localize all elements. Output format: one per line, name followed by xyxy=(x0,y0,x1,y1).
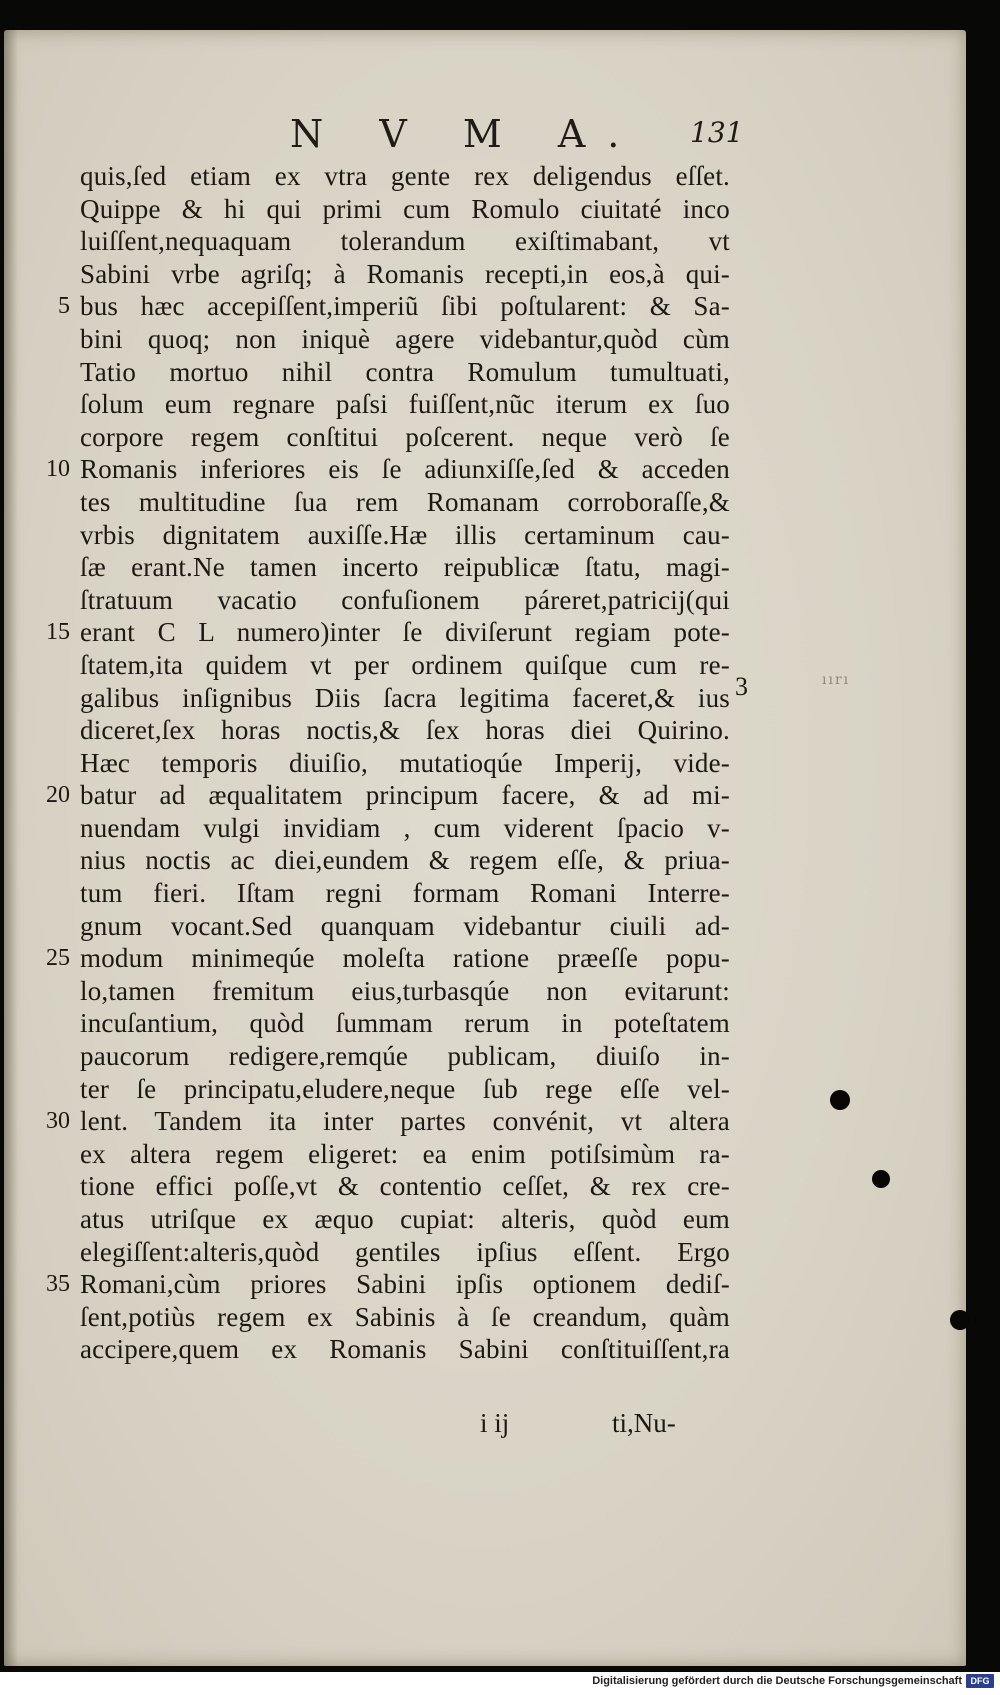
text-line: bini quoq; non iniquè agere videbantur,quòd cùm xyxy=(80,323,730,354)
text-line: batur ad æqualitatem principum facere, & ad mi- xyxy=(80,780,730,811)
text-line: tione effici poſſe,vt & contentio ceſſet, & rex cre- xyxy=(80,1171,730,1202)
text-line: nius noctis ac diei,eundem & regem eſſe, & priua- xyxy=(80,845,730,876)
ink-dot xyxy=(830,1090,850,1110)
text-line: Romani,cùm priores Sabini ipſis optionem dediſ- xyxy=(80,1269,730,1300)
funding-credit: Digitalisierung gefördert durch die Deutsche Forschungsgemeinschaft xyxy=(592,1675,962,1687)
text-line: erant C L numero)inter ſe diviſerunt regiam pote- xyxy=(80,617,730,648)
text-line: ſtratuum vacatio confuſionem páreret,patricij(qui xyxy=(80,584,730,615)
text-line: accipere,quem ex Romanis Sabini conſtituiſſent,ra xyxy=(80,1334,730,1365)
text-line: Tatio mortuo nihil contra Romulum tumultuati, xyxy=(80,356,730,387)
text-line: bus hæc accepiſſent,imperiũ ſibi poſtularent: & Sa- xyxy=(80,291,730,322)
page-footer-catchwords xyxy=(0,1408,1000,1448)
text-line: incuſantium, quòd ſummam rerum in poteſtatem xyxy=(80,1008,730,1039)
ink-dot xyxy=(950,1310,970,1330)
text-line: lo,tamen fremitum eius,turbasqúe non evitarunt: xyxy=(80,975,730,1006)
line-number: 10 xyxy=(46,456,70,483)
text-line: modum minimeqúe moleſta ratione præeſſe popu- xyxy=(80,943,730,974)
text-line: ſtatem,ita quidem vt per ordinem quiſque cum re- xyxy=(80,649,730,680)
text-line: atus utriſque ex æquo cupiat: alteris, quòd eum xyxy=(80,1204,730,1234)
page-number: 131 xyxy=(690,116,744,149)
text-line: tum fieri. Iſtam regni formam Romani Interre- xyxy=(80,878,730,909)
page-header xyxy=(0,92,1000,156)
text-line: luiſſent,nequaquam tolerandum exiſtimabant, vt xyxy=(80,226,730,257)
running-title: N V M A. xyxy=(290,112,642,156)
text-line: Quippe & hi qui primi cum Romulo ciuitaté inco xyxy=(80,193,730,224)
text-line: quis,ſed etiam ex vtra gente rex deligendus eſſet. xyxy=(80,161,730,191)
margin-note: 3 xyxy=(735,672,748,701)
margin-show-through: ıırı xyxy=(822,672,851,688)
text-line: gnum vocant.Sed quanquam videbantur ciuili ad- xyxy=(80,910,730,941)
line-number: 30 xyxy=(46,1108,70,1135)
text-line: corpore regem conſtitui poſcerent. neque verò ſe xyxy=(80,421,730,452)
ink-dot xyxy=(872,1170,890,1188)
text-line: ter ſe principatu,eludere,neque ſub rege eſſe vel- xyxy=(80,1073,730,1104)
text-line: Hæc temporis diuiſio, mutatioqúe Imperij, vide- xyxy=(80,747,730,778)
digitization-footer xyxy=(0,1672,1000,1695)
line-number: 20 xyxy=(46,782,70,809)
text-line: ſæ erant.Ne tamen incerto reipublicæ ſtatu, magi- xyxy=(80,552,730,583)
text-line: diceret,ſex horas noctis,& ſex horas diei Quirino. xyxy=(80,715,730,746)
text-line: tes multitudine ſua rem Romanam corroboraſſe,& xyxy=(80,486,730,517)
text-line: ex altera regem eligeret: ea enim potiſsimùm ra- xyxy=(80,1138,730,1169)
line-number: 5 xyxy=(58,293,70,320)
text-line: ſolum eum regnare paſsi fuiſſent,nũc iterum ex ſuo xyxy=(80,389,730,420)
text-line: nuendam vulgi invidiam , cum viderent ſpacio v- xyxy=(80,812,730,843)
text-line: galibus inſignibus Diis ſacra legitima faceret,& ius xyxy=(80,682,730,713)
line-number: 25 xyxy=(46,945,70,972)
catchword: ti,Nu- xyxy=(612,1408,676,1438)
text-line: Romanis inferiores eis ſe adiunxiſſe,ſed & acceden xyxy=(80,454,730,485)
line-number: 15 xyxy=(46,619,70,646)
dfg-logo: DFG xyxy=(966,1674,994,1688)
text-line: paucorum redigere,remqúe publicam, diuiſo in- xyxy=(80,1041,730,1072)
text-line: lent. Tandem ita inter partes convénit, vt altera xyxy=(80,1106,730,1137)
text-line: vrbis dignitatem auxiſſe.Hæ illis certaminum cau- xyxy=(80,519,730,550)
line-number: 35 xyxy=(46,1271,70,1298)
text-line: elegiſſent:alteris,quòd gentiles ipſius eſſent. Ergo xyxy=(80,1236,730,1267)
text-line: ſent,potiùs regem ex Sabinis à ſe creandum, quàm xyxy=(80,1301,730,1332)
body-text xyxy=(80,160,730,1366)
signature-mark: i ij xyxy=(480,1408,510,1438)
text-line: Sabini vrbe agriſq; à Romanis recepti,in eos,à qui- xyxy=(80,258,730,289)
